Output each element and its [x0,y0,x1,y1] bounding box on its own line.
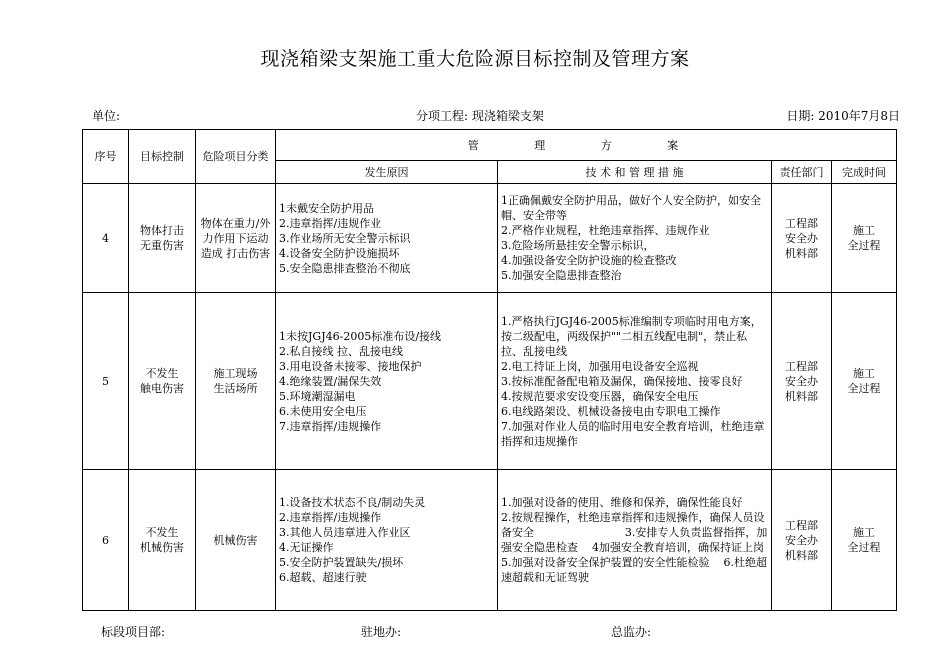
row-dept: 工程部 安全办 机料部 [772,470,832,611]
row-causes [276,293,498,470]
row-time: 施工 全过程 [832,470,897,611]
footer-chief-office: 总监办: [611,625,652,639]
cause-item: 4.绝缘装置/漏保失效 [279,374,382,388]
measure-item: 2.严格作业规程，杜绝违章指挥、违规作业 [501,224,710,237]
row-target: 不发生 触电伤害 [129,293,196,470]
page-title: 现浇箱梁支架施工重大危险源目标控制及管理方案 [260,48,690,70]
project-label: 分项工程: 现浇箱梁支架 [416,109,544,123]
header-management: 管 理 方 案 [276,130,897,161]
measure-item: 2.电工持证上岗，加强用电设备安全巡视 [501,359,699,373]
row-category: 物体在重力/外力作用下运动造成 打击伤害 [196,184,276,293]
cause-item: 7.违章指挥/违规操作 [279,419,382,433]
unit-label: 单位: [92,109,121,123]
header-measures: 技 术 和 管 理 措 施 [498,161,772,184]
measure-item: 3.按标准配备配电箱及漏保，确保接地、接零良好 [501,374,743,388]
header-category: 危险项目分类 [196,130,276,184]
measure-item: 1.加强对设备的使用、维修和保养，确保性能良好 2.按规程操作，杜绝违章指挥和违规操作，确保人员设备安全 3.安排专人负责监督指挥，加强安全隐患检查 4加强安全教育培训，确保持证上岗 5.加强对设备安全保护装置的安全性能检验 6.杜绝超速超载和无证驾驶 [501,496,865,584]
table-row [83,293,897,470]
cause-item: 6.未使用安全电压 [279,404,367,418]
header-cause: 发生原因 [276,161,498,184]
table-row [83,184,897,293]
cause-item: 4.无证操作 [279,541,334,554]
row-dept: 工程部 安全办 机料部 [772,293,832,470]
measure-item: 4.按规范要求安设变压器，确保安全电压 [501,389,699,403]
cause-item: 1.设备技术状态不良/制动失灵 [279,496,426,509]
row-category: 施工现场 生活场所 [196,293,276,470]
row-index: 6 [83,470,129,611]
measure-item: 1.严格执行JGJ46-2005标准编制专项临时用电方案，按二级配电，两级保护""二相五线配电制"，禁止私 拉、乱接电线 [501,314,762,358]
cause-item: 1未按JGJ46-2005标准布设/接线 [279,329,442,343]
row-dept: 工程部 安全办 机料部 [772,184,832,293]
table-row [83,470,897,611]
header-target: 目标控制 [129,130,196,184]
cause-item: 5.安全防护装置缺失/损坏 [279,556,404,569]
cause-item: 3.作业场所无安全警示标识 [279,231,411,245]
measure-item: 3.危险场所悬挂安全警示标识， [501,239,655,252]
row-measures [498,293,772,470]
measure-item: 1正确佩戴安全防护用品，做好个人安全防护，如安全帽、安全带等 [501,194,761,222]
measure-item: 6.电线路架设、机械设备接电由专职电工操作 [501,404,721,418]
date-label: 日期: 2010年7月8日 [786,109,900,123]
footer-site-office: 驻地办: [361,625,402,639]
row-index: 4 [83,184,129,293]
cause-item: 5.环境潮湿漏电 [279,389,356,403]
cause-item: 2.私自接线 拉、乱接电线 [279,344,403,358]
row-category: 机械伤害 [196,470,276,611]
cause-item: 6.超载、超速行驶 [279,571,367,584]
cause-item: 4.设备安全防护设施损坏 [279,246,400,260]
cause-item: 3.其他人员违章进入作业区 [279,526,411,539]
cause-item: 1未戴安全防护用品 [279,201,374,215]
measure-item: 4.加强设备安全防护设施的检查整改 [501,254,677,267]
row-causes [276,470,498,611]
row-time: 施工 全过程 [832,184,897,293]
measure-item: 5.加强安全隐患排查整治 [501,269,622,282]
cause-item: 2.违章指挥/违规作业 [279,216,382,230]
row-index: 5 [83,293,129,470]
header-index: 序号 [83,130,129,184]
row-causes [276,184,498,293]
row-target: 物体打击 无重伤害 [129,184,196,293]
footer-section-office: 标段项目部: [101,625,166,639]
cause-item: 3.用电设备未接零、接地保护 [279,359,422,373]
measure-item: 7.加强对作业人员的临时用电安全教育培训，杜绝违章 指挥和违规操作 [501,419,768,448]
row-time: 施工 全过程 [832,293,897,470]
header-row [83,130,897,161]
row-measures [498,184,772,293]
cause-item: 5.安全隐患排查整治不彻底 [279,261,411,275]
header-dept: 责任部门 [772,161,832,184]
row-target: 不发生 机械伤害 [129,470,196,611]
header-time: 完成时间 [832,161,897,184]
hazard-table [82,129,897,611]
cause-item: 2.违章指挥/违规操作 [279,511,382,524]
